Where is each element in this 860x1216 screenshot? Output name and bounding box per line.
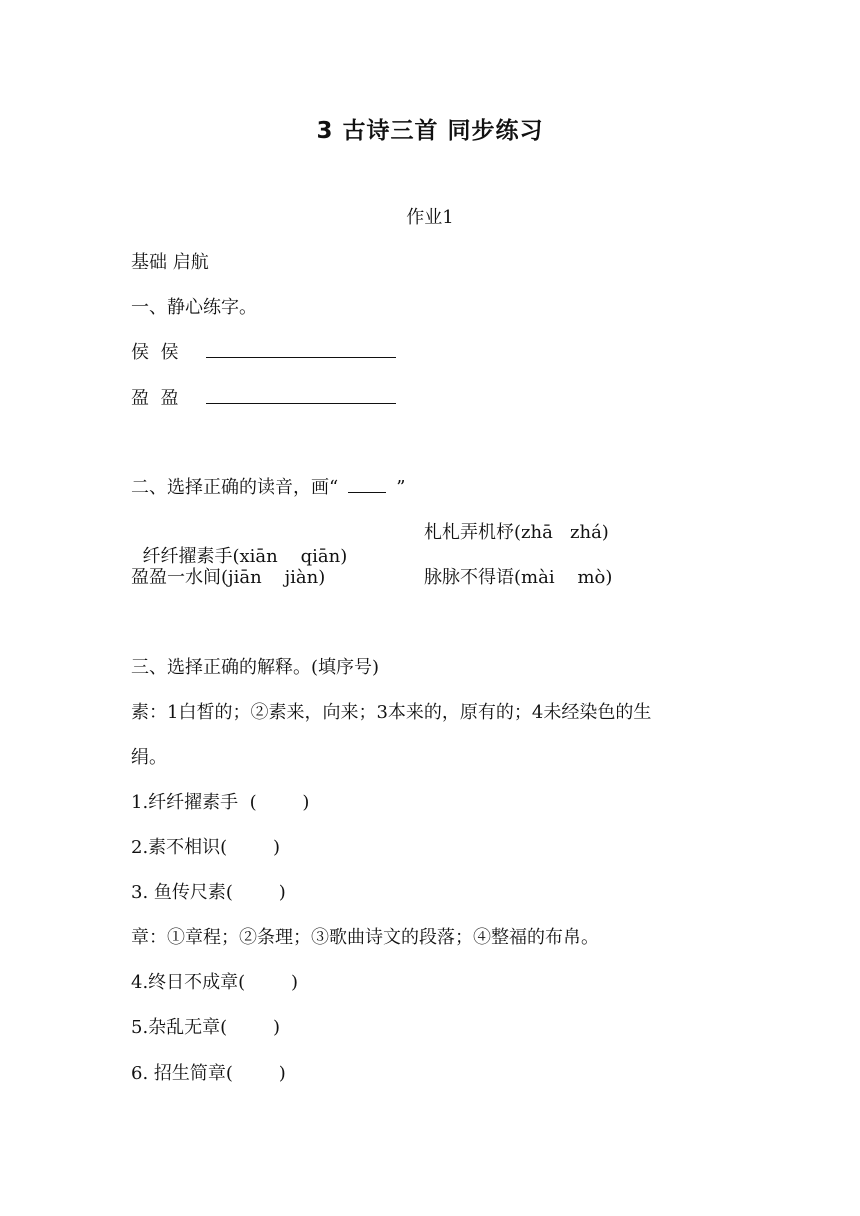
homework-label: 作业1 (406, 207, 454, 228)
section-basic: 基础 启航 (131, 252, 209, 273)
writing-blank[interactable] (206, 341, 396, 358)
q2-row-1-right (424, 521, 609, 545)
q3-item-6[interactable]: 6. 招生简章( ) (131, 1063, 286, 1084)
q2-row-2-right (424, 566, 612, 590)
q1-heading: 一、静心练字。 (131, 297, 257, 318)
pinyin-choice: 盈盈一水间(jiān jiàn) (131, 567, 326, 588)
q2-heading (131, 476, 405, 500)
su-definition: 素：1白皙的；②素来，向来；3本来的，原有的；4未经染色的生 (131, 702, 652, 723)
q3-heading: 三、选择正确的解释。(填序号) (131, 657, 380, 678)
q3-item-5[interactable]: 5.杂乱无章( ) (131, 1017, 280, 1038)
page-title: 3 古诗三首 同步练习 (316, 118, 544, 144)
pinyin-choice: 纤纤擢素手(xiān qiān) (142, 546, 348, 567)
q3-item-2[interactable]: 2.素不相识( ) (131, 837, 280, 858)
su-definition-cont: 绢。 (131, 747, 167, 768)
zhang-definition: 章：①章程；②条理；③歌曲诗文的段落；④整福的布帛。 (131, 927, 599, 948)
pinyin-choice: 脉脉不得语(mài mò) (424, 567, 613, 588)
q3-item-1[interactable]: 1.纤纤擢素手 ( ) (131, 792, 310, 813)
q2-row-1 (131, 521, 347, 569)
pinyin-choice: 札札弄机杼(zhā zhá) (424, 522, 609, 543)
q2-heading-prefix: 二、选择正确的读音，画“ (131, 477, 339, 498)
q2-heading-suffix: ” (396, 477, 406, 498)
practice-chars: 盈 盈 (131, 388, 179, 409)
practice-row-ying (131, 387, 396, 411)
q2-row-2 (131, 566, 325, 590)
writing-blank[interactable] (206, 387, 396, 404)
q3-item-4[interactable]: 4.终日不成章( ) (131, 972, 298, 993)
q3-item-3[interactable]: 3. 鱼传尺素( ) (131, 882, 286, 903)
practice-chars: 侯 侯 (131, 342, 179, 363)
underline-sample (348, 476, 386, 493)
practice-row-hou (131, 341, 396, 365)
